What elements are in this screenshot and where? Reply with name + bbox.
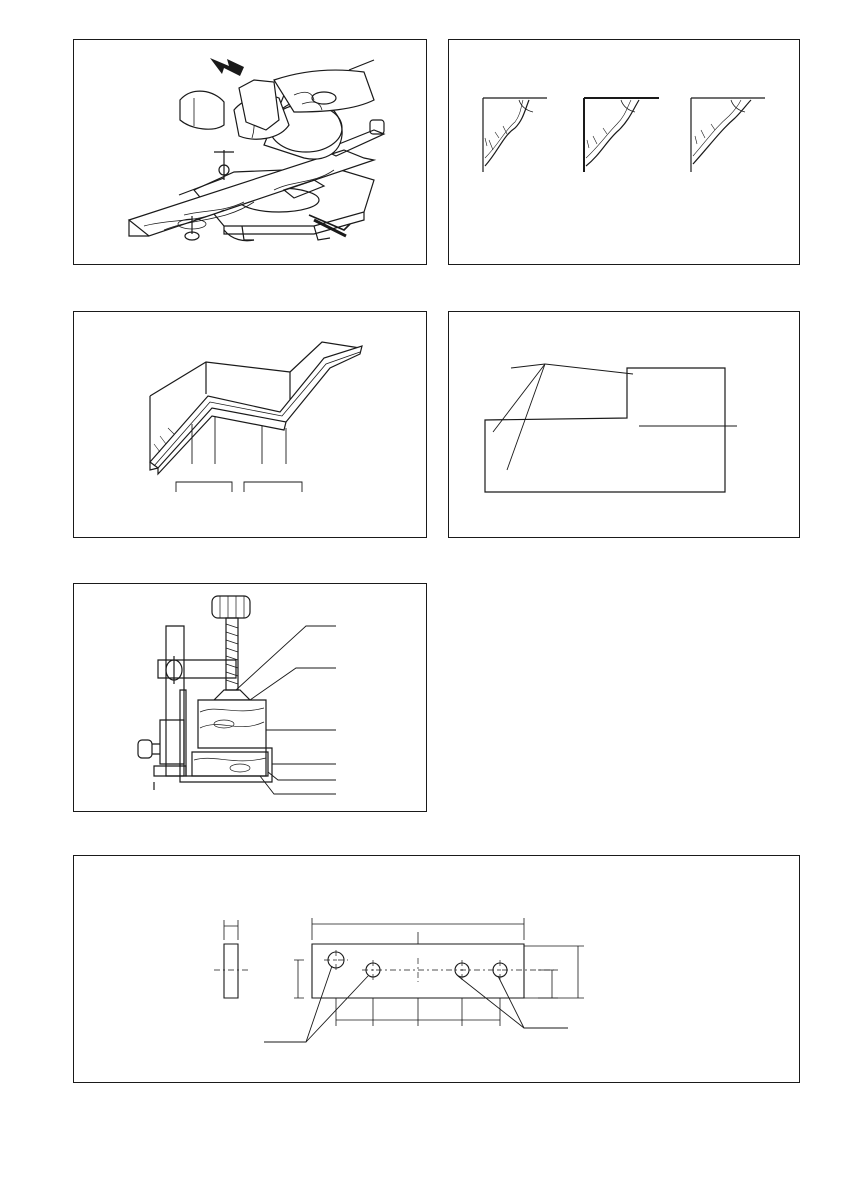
center-lines xyxy=(324,950,554,982)
side-view xyxy=(214,920,248,998)
miter-saw-illustration xyxy=(74,40,428,266)
workpiece-upper xyxy=(198,700,266,748)
mounting-holes xyxy=(328,952,507,977)
vise-rod xyxy=(166,626,184,776)
figure-molding-corners xyxy=(73,311,427,538)
blade-guard xyxy=(180,91,224,129)
figure-molding-layout xyxy=(448,311,800,538)
molding-profile-3 xyxy=(691,98,765,172)
knob-icon xyxy=(212,596,250,618)
corner-outline xyxy=(449,312,801,539)
dimension-lines xyxy=(294,946,584,1026)
leader-lines xyxy=(493,364,737,470)
figure-miter-saw-cut xyxy=(73,39,427,265)
vertical-vise-illustration xyxy=(74,584,428,813)
pressure-plate xyxy=(214,690,250,700)
vise-holder xyxy=(138,720,186,776)
screw-icon xyxy=(226,618,238,690)
molding-corners-illustration xyxy=(74,312,428,539)
molding-profile-1 xyxy=(483,98,547,172)
figure-crown-molding-profiles xyxy=(448,39,800,265)
figure-vertical-vise xyxy=(73,583,427,812)
crown-molding xyxy=(150,346,362,474)
workpiece-lower xyxy=(192,752,268,776)
arrow-down-icon xyxy=(210,58,244,76)
molding-profile-2 xyxy=(584,98,659,172)
molding-profiles xyxy=(449,40,801,266)
figure-wood-facing xyxy=(73,855,800,1083)
vise-arm xyxy=(158,656,236,684)
wood-facing-drawing xyxy=(74,856,801,1084)
leader-lines xyxy=(264,966,568,1042)
workpiece-board xyxy=(129,150,374,236)
